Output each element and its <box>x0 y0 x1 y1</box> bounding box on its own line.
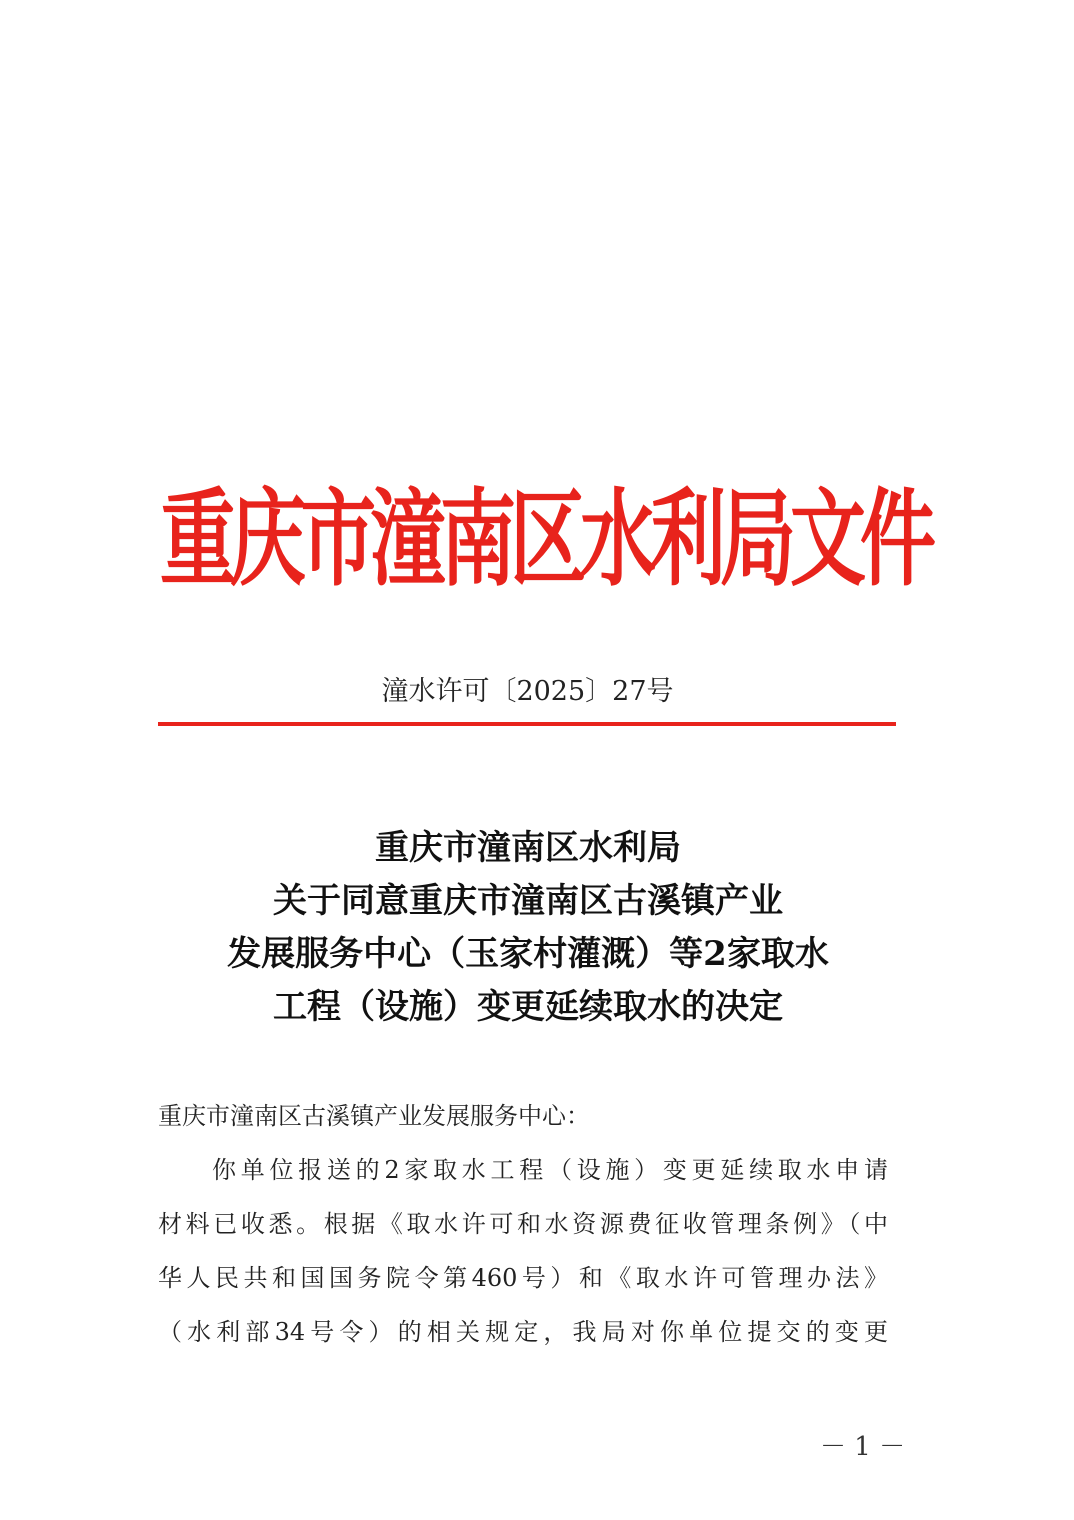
red-divider-line <box>158 722 896 726</box>
page-number: － 1 － <box>820 1432 906 1462</box>
title-line-4: 工程（设施）变更延续取水的决定 <box>273 987 783 1027</box>
body-paragraph <box>158 1150 888 1366</box>
title-line-1: 重庆市潼南区水利局 <box>375 828 681 868</box>
body-line-3: 华人民共和国国务院令第460号）和《取水许可管理办法》 <box>158 1264 888 1292</box>
body-line-4: （水利部34号令）的相关规定，我局对你单位提交的变更 <box>158 1318 888 1346</box>
addressee-line: 重庆市潼南区古溪镇产业发展服务中心： <box>158 1102 590 1130</box>
document-masthead: 重庆市潼南区水利局文件 <box>160 477 930 601</box>
body-line-1: 你单位报送的2家取水工程（设施）变更延续取水申请 <box>212 1156 888 1184</box>
title-line-3: 发展服务中心（玉家村灌溉）等2家取水 <box>227 934 829 974</box>
document-title <box>150 822 906 1034</box>
document-number: 潼水许可〔2025〕27号 <box>381 676 674 707</box>
title-line-2: 关于同意重庆市潼南区古溪镇产业 <box>273 881 783 921</box>
body-line-2: 材料已收悉。根据《取水许可和水资源费征收管理条例》（中 <box>158 1210 888 1238</box>
